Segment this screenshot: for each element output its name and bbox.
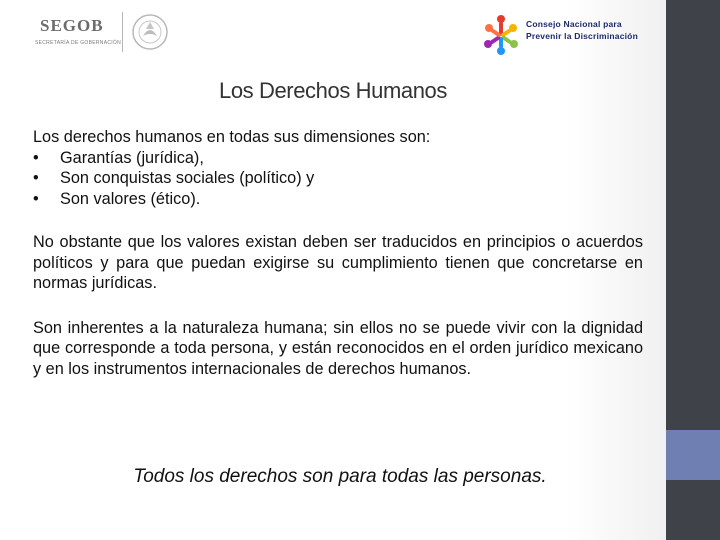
segob-name: SEGOB <box>40 16 104 35</box>
slide-content <box>33 127 643 379</box>
logo-divider <box>122 12 123 52</box>
conapred-name <box>526 18 638 42</box>
segob-logo <box>32 12 182 54</box>
intro-text: Los derechos humanos en todas sus dimensiones son: <box>33 128 431 146</box>
conapred-line-2: Prevenir la Discriminación <box>526 31 638 41</box>
closing-statement: Todos los derechos son para todas las personas. <box>133 466 547 487</box>
national-seal-icon <box>129 12 171 52</box>
bullet-item: • Son conquistas sociales (político) y <box>33 168 643 189</box>
segob-subtitle: SECRETARÍA DE GOBERNACIÓN <box>35 40 122 46</box>
paragraph-values: No obstante que los valores existan deben ser traducidos en principios o acuerdos políticos y para que puedan exigirse su cumplimiento tienen que concretarse en normas jurídicas. <box>33 233 643 292</box>
conapred-line-1: Consejo Nacional para <box>526 19 622 29</box>
conapred-logo <box>480 12 642 56</box>
paragraph-inherent: Son inherentes a la naturaleza humana; sin ellos no se puede vivir con la dignidad que corresponde a toda persona, y están reconocidos en el orden jurídico mexicano y en los instrumentos internacionales de derechos humanos. <box>33 318 643 378</box>
bullet-item: • Garantías (jurídica), <box>33 148 643 169</box>
bullet-item: • Son valores (ético). <box>33 189 643 210</box>
slide-title: Los Derechos Humanos <box>218 78 447 103</box>
people-circle-icon <box>480 12 522 56</box>
bullet-list <box>33 148 643 210</box>
